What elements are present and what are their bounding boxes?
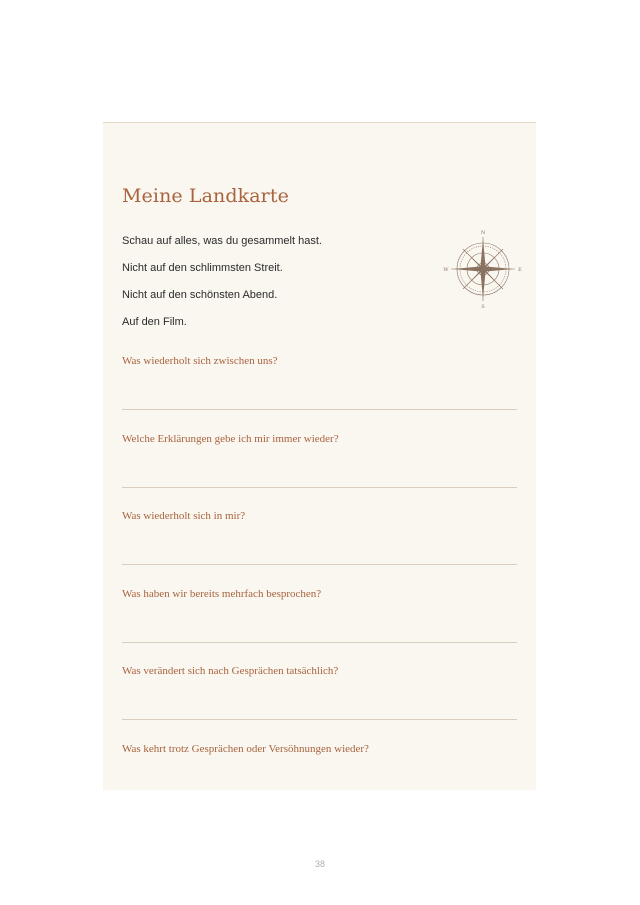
page-number: 38 bbox=[314, 859, 325, 869]
answer-line-1[interactable] bbox=[122, 409, 517, 410]
compass-north-label: N bbox=[480, 230, 486, 236]
intro-line: Nicht auf den schönsten Abend. bbox=[122, 289, 278, 301]
question-4: Was haben wir bereits mehrfach besprochen? bbox=[122, 588, 322, 600]
question-2: Welche Erklärungen gebe ich mir immer wieder? bbox=[122, 433, 339, 445]
answer-line-2[interactable] bbox=[122, 487, 517, 488]
compass-rose-icon bbox=[443, 229, 523, 309]
compass-east-label: E bbox=[518, 267, 522, 273]
question-5: Was verändert sich nach Gesprächen tatsächlich? bbox=[122, 665, 339, 677]
answer-line-3[interactable] bbox=[122, 564, 517, 565]
question-6: Was kehrt trotz Gesprächen oder Versöhnungen wieder? bbox=[122, 743, 369, 755]
answer-line-4[interactable] bbox=[122, 642, 517, 643]
compass-south-label: S bbox=[481, 304, 485, 309]
page-title: Meine Landkarte bbox=[122, 185, 289, 207]
worksheet-card bbox=[103, 122, 536, 790]
question-3: Was wiederholt sich in mir? bbox=[122, 510, 246, 522]
intro-line: Auf den Film. bbox=[122, 316, 187, 328]
question-1: Was wiederholt sich zwischen uns? bbox=[122, 355, 278, 367]
intro-line: Nicht auf den schlimmsten Streit. bbox=[122, 262, 283, 274]
answer-line-5[interactable] bbox=[122, 719, 517, 720]
compass-west-label: W bbox=[443, 267, 449, 273]
intro-line: Schau auf alles, was du gesammelt hast. bbox=[122, 235, 322, 247]
